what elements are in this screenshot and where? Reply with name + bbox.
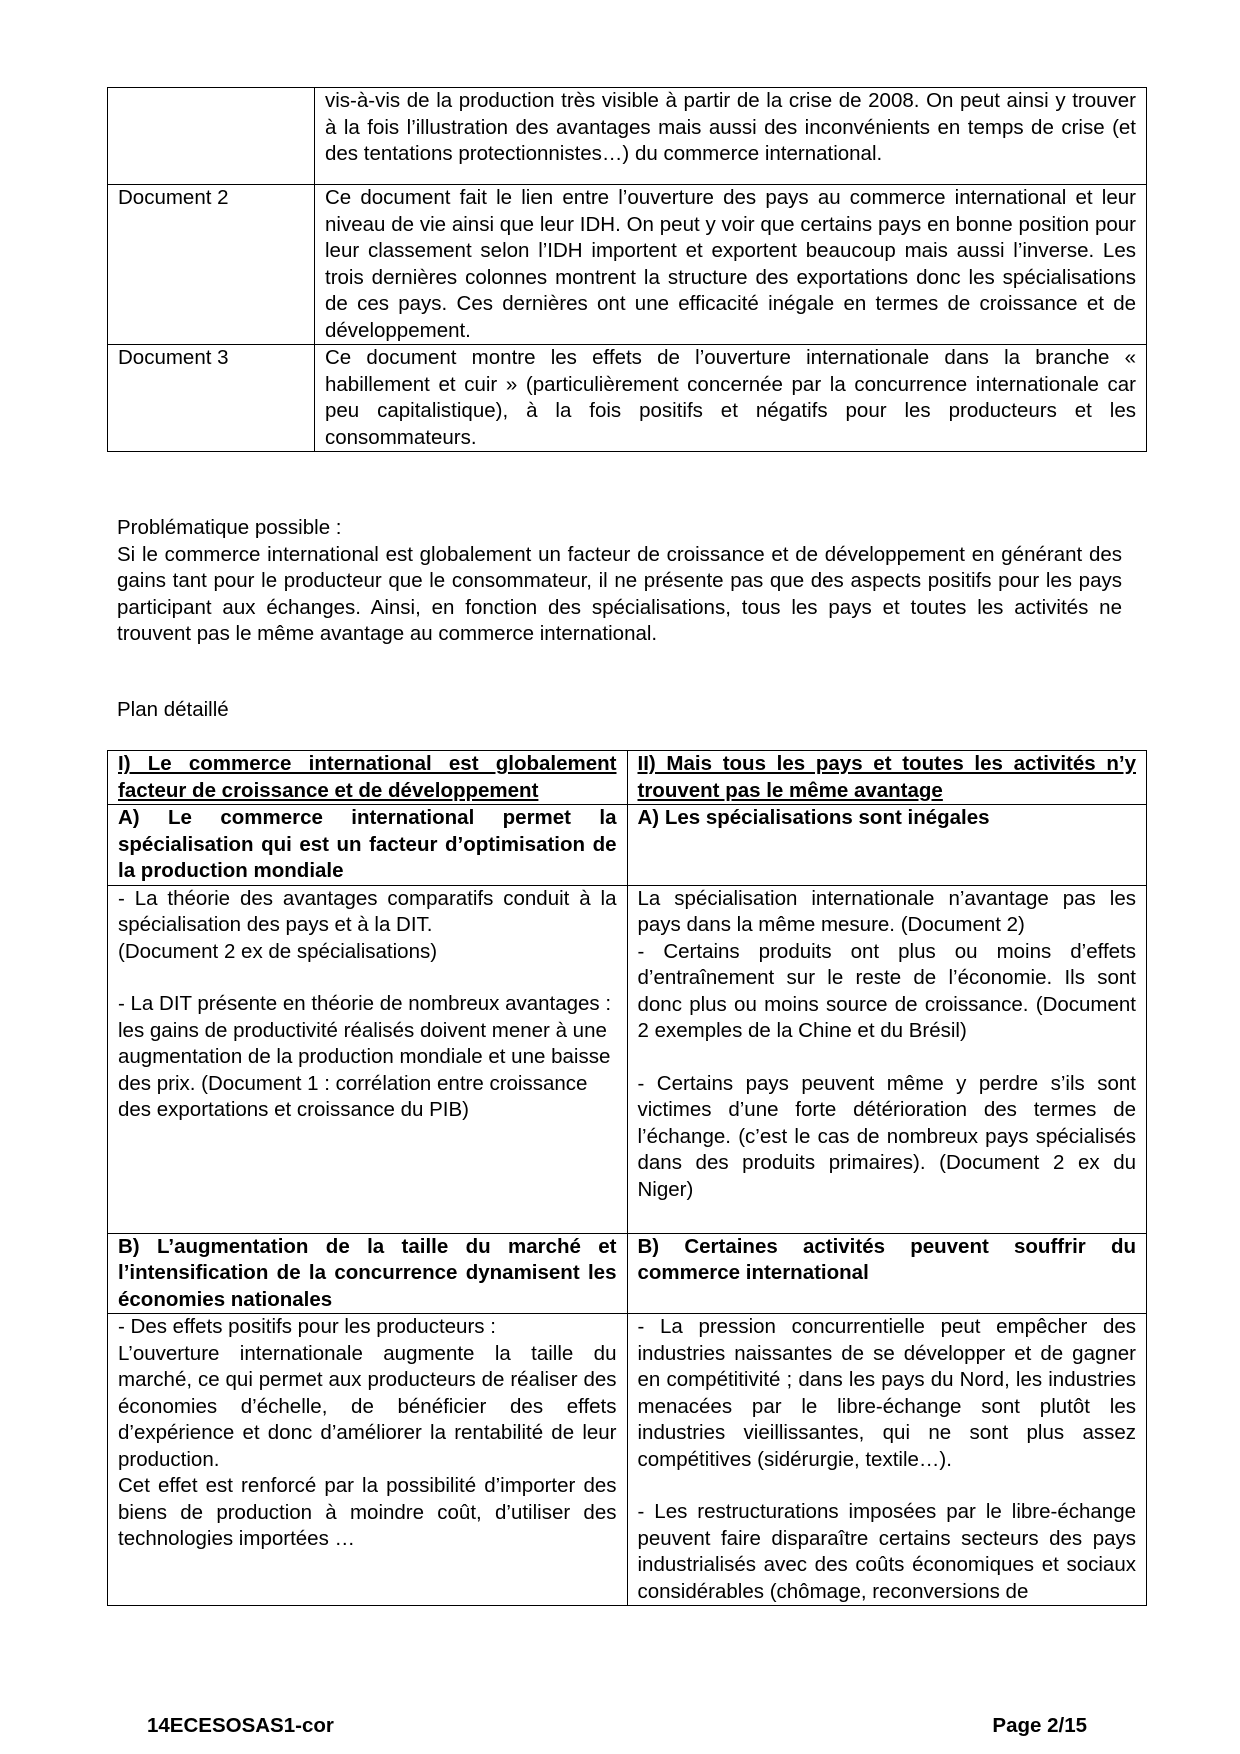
part2-b-body: [627, 1314, 1147, 1606]
table-row: [108, 1314, 1147, 1606]
document-description: Ce document montre les effets de l’ouverture internationale dans la branche « habillement et cuir » (particulièrement concernée par la concurrence internationale car peu capitalistique), à la fois positifs et négatifs pour les producteurs et les consommateurs.: [315, 345, 1147, 452]
plan-table: [107, 750, 1147, 1606]
paragraph: - La DIT présente en théorie de nombreux avantages : les gains de productivité réalisés doivent mener à une augmentation de la production mondiale et une baisse des prix. (Document 1 : corrélation entre croissance des exportations et croissance du PIB): [118, 992, 612, 1121]
paragraph: - Certains produits ont plus ou moins d’effets d’entraînement sur le reste de l’économie. Ils sont donc plus ou moins source de croissance. (Document 2 exemples de la Chine et du Brésil): [637, 939, 1136, 1042]
problematique-section: [117, 515, 1122, 648]
paragraph: Cet effet est renforcé par la possibilité d’importer des biens de production à moindre coût, d’utiliser des technologies importées …: [118, 1474, 617, 1550]
document-label: [108, 88, 315, 185]
plan-title: Plan détaillé: [117, 698, 229, 721]
paragraph: - Certains pays peuvent même y perdre s’ils sont victimes d’une forte détérioration des termes de l’échange. (c’est le cas de nombreux pays spécialisés dans des produits primaires). (Document 2 ex du Niger): [637, 1071, 1136, 1201]
problematique-label: Problématique possible :: [117, 516, 342, 539]
part2-b-heading: B) Certaines activités peuvent souffrir du commerce international: [627, 1233, 1147, 1314]
paragraph: L’ouverture internationale augmente la taille du marché, ce qui permet aux producteurs de réaliser des économies d’échelle, de bénéficier des effets d’expérience et donc d’améliorer la rentabilité de leur production.: [118, 1341, 617, 1471]
problematique-text: Si le commerce international est globalement un facteur de croissance et de développement en générant des gains tant pour le producteur que le consommateur, il ne présente pas que des aspects positifs pour les pays participant aux échanges. Ainsi, en fonction des spécialisations, tous les pays et toutes les activités ne trouvent pas le même avantage au commerce international.: [117, 542, 1122, 645]
table-row: [108, 345, 1147, 452]
document-description: vis-à-vis de la production très visible à partir de la crise de 2008. On peut ainsi y trouver à la fois l’illustration des avantages mais aussi des inconvénients en temps de crise (et des tentations protectionnistes…) du commerce international.: [315, 88, 1147, 185]
blank-line: [638, 1045, 1137, 1071]
page-number: Page 2/15: [992, 1714, 1087, 1737]
part2-a-body: [627, 885, 1147, 1233]
part2-heading: II) Mais tous les pays et toutes les activités n’y trouvent pas le même avantage: [627, 751, 1147, 805]
table-row: [108, 185, 1147, 345]
table-row: [108, 1233, 1147, 1314]
paragraph: - Des effets positifs pour les producteurs :: [118, 1315, 496, 1338]
document-label: Document 2: [108, 185, 315, 345]
part1-heading: I) Le commerce international est globalement facteur de croissance et de développement: [108, 751, 628, 805]
blank-line: [118, 965, 617, 991]
table-row: [108, 751, 1147, 805]
blank-line: [638, 1473, 1137, 1499]
part1-b-body: [108, 1314, 628, 1606]
paragraph: - La théorie des avantages comparatifs conduit à la spécialisation des pays et à la DIT.: [118, 886, 617, 936]
document-code: 14ECESOSAS1-cor: [147, 1714, 334, 1737]
part2-a-heading: A) Les spécialisations sont inégales: [627, 805, 1147, 886]
documents-table: [107, 87, 1147, 452]
document-description: Ce document fait le lien entre l’ouverture des pays au commerce international et leur niveau de vie ainsi que leur IDH. On peut y voir que certains pays en bonne position pour leur classement selon l’IDH importent et exportent beaucoup mais aussi l’inverse. Les trois dernières colonnes montrent la structure des exportations donc les spécialisations de ces pays. Ces dernières ont une efficacité inégale en termes de croissance et de développement.: [315, 185, 1147, 345]
table-row: [108, 805, 1147, 886]
part1-a-body: [108, 885, 628, 1233]
paragraph: (Document 2 ex de spécialisations): [118, 939, 438, 963]
document-label: Document 3: [108, 345, 315, 452]
part1-b-heading: B) L’augmentation de la taille du marché et l’intensification de la concurrence dynamisent les économies nationales: [108, 1233, 628, 1314]
table-row: [108, 885, 1147, 1233]
paragraph: La spécialisation internationale n’avantage pas les pays dans la même mesure. (Document 2): [637, 886, 1136, 936]
paragraph: - La pression concurrentielle peut empêcher des industries naissantes de se développer et de gagner en compétitivité ; dans les pays du Nord, les industries menacées par le libre-échange sont plutôt les industries vieillissantes, qui ne sont plus assez compétitives (sidérurgie, textile…).: [637, 1315, 1136, 1471]
table-row: [108, 88, 1147, 185]
paragraph: - Les restructurations imposées par le libre-échange peuvent faire disparaître certains secteurs des pays industrialisés avec des coûts économiques et sociaux considérables (chômage, reconversions de: [637, 1500, 1136, 1603]
part1-a-heading: A) Le commerce international permet la spécialisation qui est un facteur d’optimisation de la production mondiale: [108, 805, 628, 886]
